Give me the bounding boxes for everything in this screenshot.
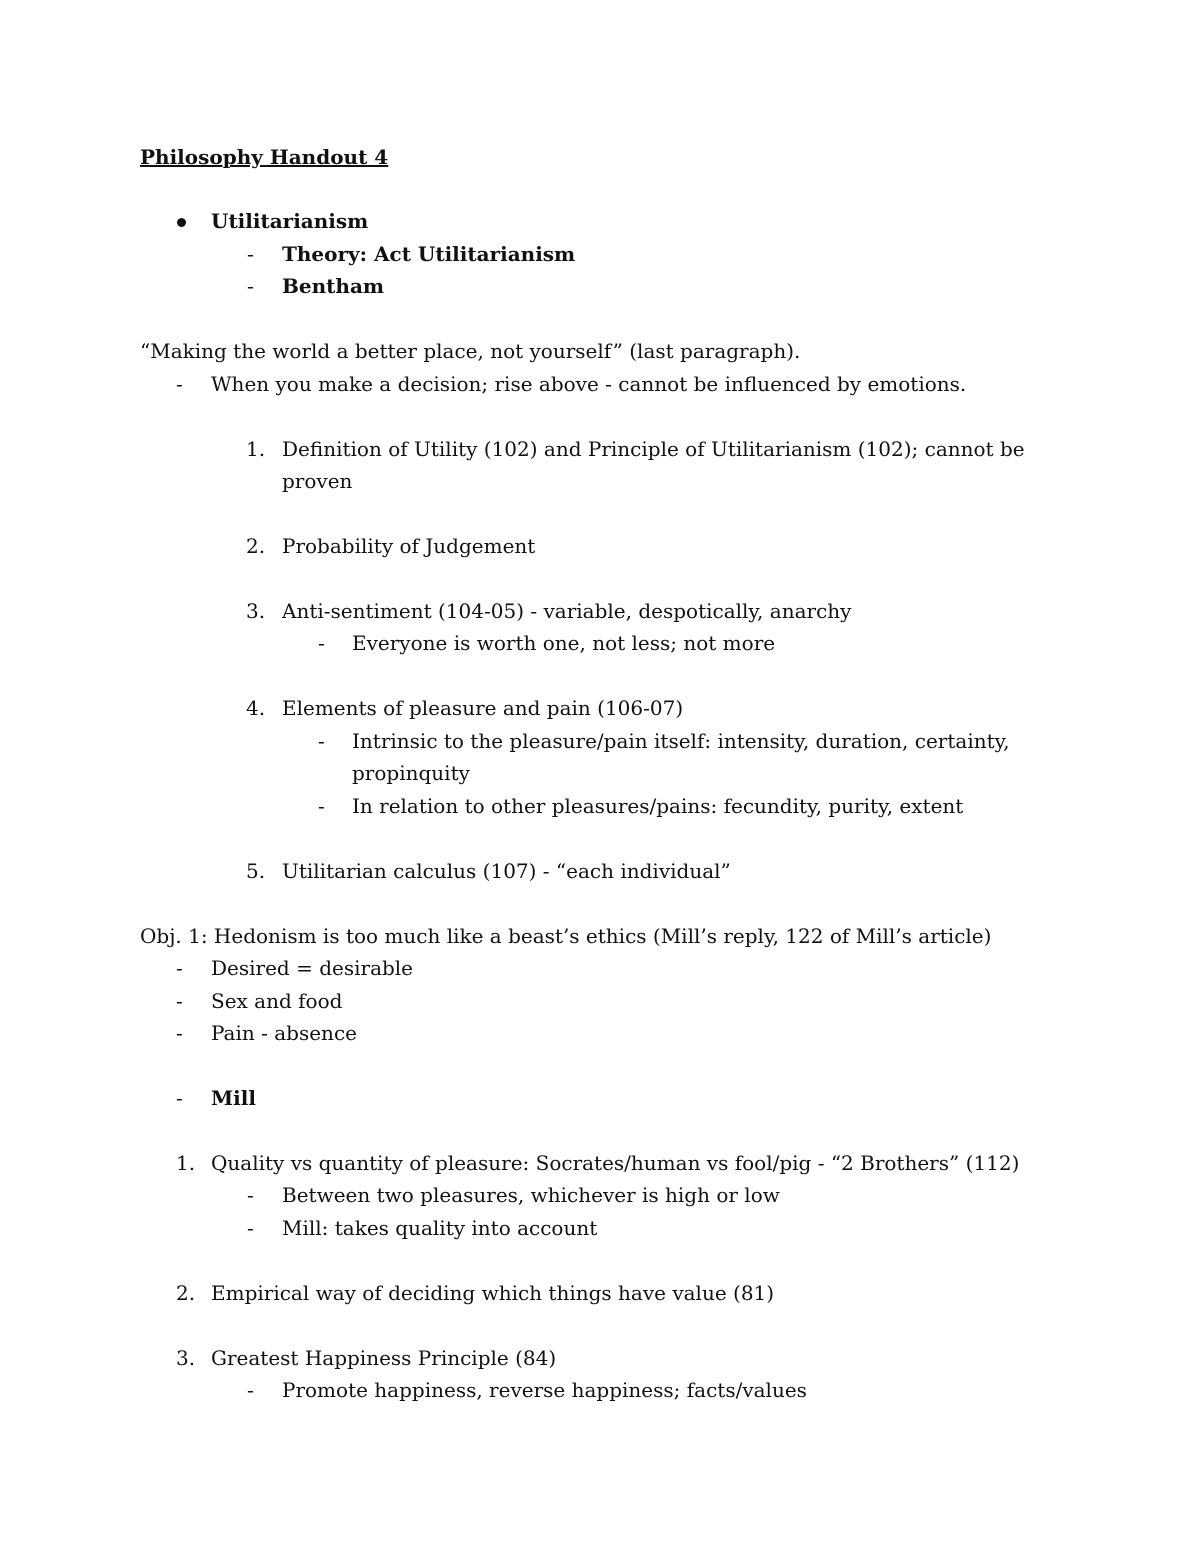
dash-marker: - xyxy=(247,1378,254,1402)
dash-marker: - xyxy=(176,1021,183,1045)
list-item: Elements of pleasure and pain (106-07) xyxy=(282,696,684,720)
dash-marker: - xyxy=(247,274,254,298)
sub-list-item-continuation: propinquity xyxy=(352,761,470,785)
sub-list-item: Everyone is worth one, not less; not more xyxy=(352,631,776,655)
list-number: 2. xyxy=(176,1281,196,1305)
objection-point: Desired = desirable xyxy=(211,956,414,980)
list-item-continuation: proven xyxy=(282,469,353,493)
sub-list-item: In relation to other pleasures/pains: fecundity, purity, extent xyxy=(352,794,964,818)
dash-marker: - xyxy=(176,372,183,396)
bentham-heading: Bentham xyxy=(282,274,385,298)
dash-marker: - xyxy=(318,794,325,818)
dash-marker: - xyxy=(247,1216,254,1240)
sub-list-item: Promote happiness, reverse happiness; facts/values xyxy=(282,1378,807,1402)
list-number: 4. xyxy=(246,696,266,720)
objection-point: Pain - absence xyxy=(211,1021,357,1045)
theory-line: Theory: Act Utilitarianism xyxy=(282,242,576,266)
dash-marker: - xyxy=(176,956,183,980)
quote-text: “Making the world a better place, not yourself” (last paragraph). xyxy=(140,339,801,363)
dash-marker: - xyxy=(247,242,254,266)
page-title: Philosophy Handout 4 xyxy=(140,145,389,169)
list-item: Greatest Happiness Principle (84) xyxy=(211,1346,557,1370)
list-number: 3. xyxy=(176,1346,196,1370)
bullet-dot-icon xyxy=(177,218,186,227)
list-number: 5. xyxy=(246,859,266,883)
list-item: Definition of Utility (102) and Principle of Utilitarianism (102); cannot be xyxy=(282,437,1025,461)
list-item: Quality vs quantity of pleasure: Socrates/human vs fool/pig - “2 Brothers” (112) xyxy=(211,1151,1020,1175)
objection-point: Sex and food xyxy=(211,989,343,1013)
dash-marker: - xyxy=(247,1183,254,1207)
list-item: Utilitarian calculus (107) - “each individual” xyxy=(282,859,731,883)
sub-list-item: Mill: takes quality into account xyxy=(282,1216,598,1240)
sub-list-item: Between two pleasures, whichever is high or low xyxy=(282,1183,780,1207)
dash-marker: - xyxy=(176,1086,183,1110)
sub-list-item: Intrinsic to the pleasure/pain itself: intensity, duration, certainty, xyxy=(352,729,1010,753)
list-number: 1. xyxy=(246,437,266,461)
list-item: Empirical way of deciding which things have value (81) xyxy=(211,1281,775,1305)
dash-marker: - xyxy=(318,631,325,655)
list-item: Anti-sentiment (104-05) - variable, despotically, anarchy xyxy=(282,599,852,623)
dash-marker: - xyxy=(318,729,325,753)
heading-utilitarianism: Utilitarianism xyxy=(211,209,369,233)
list-number: 1. xyxy=(176,1151,196,1175)
quote-dash-line: When you make a decision; rise above - cannot be influenced by emotions. xyxy=(211,372,967,396)
list-number: 2. xyxy=(246,534,266,558)
dash-marker: - xyxy=(176,989,183,1013)
list-item: Probability of Judgement xyxy=(282,534,536,558)
list-number: 3. xyxy=(246,599,266,623)
mill-heading: Mill xyxy=(211,1086,256,1110)
objection-text: Obj. 1: Hedonism is too much like a beast’s ethics (Mill’s reply, 122 of Mill’s article) xyxy=(140,924,992,948)
